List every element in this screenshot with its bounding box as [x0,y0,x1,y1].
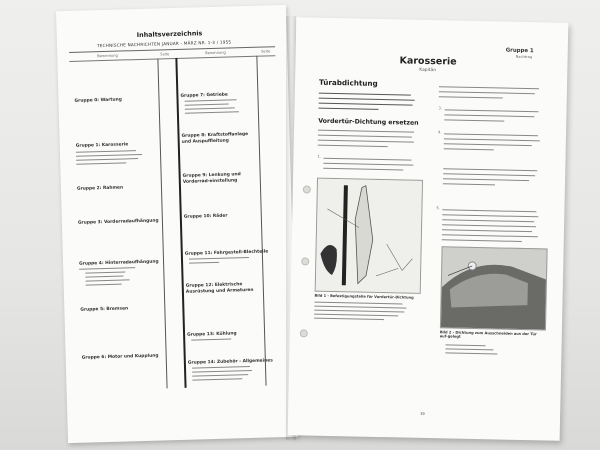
toc-text-line [192,374,248,376]
body-text-line [318,140,414,143]
toc-text-line [191,339,231,341]
toc-text-line [76,158,138,160]
legend-line [314,310,404,312]
toc-group-14: Gruppe 14: Zubehör - Allgemeines [187,358,273,366]
body-text-line [443,178,529,180]
toc-text-line [85,276,123,278]
body-text-line [442,224,536,227]
left-page-contents [56,5,298,443]
body-text-line [318,130,414,133]
body-text-line [319,103,413,106]
body-text-line [319,93,411,96]
body-text-line [444,114,534,116]
body-text-line [439,91,535,94]
figure-1-caption: Bild 1 - Befestigungsteile für Vordertür-Dichtung [314,293,414,300]
toc-group-8: Gruppe 8: Kraftstoffanlage und Auspuffleitung [181,131,249,145]
body-text-line [442,219,534,222]
toc-text-line [85,271,125,273]
toc-group-2: Gruppe 2: Rahmen [76,185,124,192]
column-divider-2 [175,58,186,388]
legend-line [314,302,402,304]
body-text-line [444,138,540,141]
body-text-line [443,173,535,176]
body-text-line [318,145,388,147]
section-turabdichtung: Türabdichtung [318,77,378,88]
toc-group-0: Gruppe 0: Wartung [74,97,122,104]
col-head-benennung-1: Benennung [97,53,118,59]
body-text-line [442,229,532,231]
toc-text-line [189,262,219,263]
col-head-seite-1: Seite [160,52,170,57]
toc-text-line [192,378,242,380]
body-text-line [442,214,538,217]
toc-text-line [192,370,252,372]
body-text-line [444,133,538,136]
toc-text-line [185,104,229,106]
toc-group-7: Gruppe 7: Getriebe [180,92,228,99]
legend-line [446,344,486,345]
punch-hole [300,329,308,337]
legend-line [445,348,493,350]
body-text-line [439,86,539,89]
right-page-karosserie [288,17,569,441]
toc-text-line [185,107,235,109]
column-divider-3 [256,56,266,386]
page-title: Karosserie [399,55,457,68]
body-text-line [442,209,536,212]
toc-text-line [185,111,239,113]
toc-text-line [185,99,237,101]
toc-text-line [79,267,135,269]
col-head-seite-2: Seite [261,49,271,54]
legend-line [445,352,497,354]
toc-group-6: Gruppe 6: Motor und Kupplung [81,353,159,361]
toc-text-line [189,257,249,259]
toc-group-9: Gruppe 9: Lenkung und Vorderrad-einstellung [182,172,241,185]
figure-1-photo [315,178,423,294]
toc-group-12: Gruppe 12: Elektrische Ausrüstung und Armaturen [185,282,254,295]
punch-hole [301,257,309,265]
toc-group-5: Gruppe 5: Bremsen [80,306,129,313]
body-text-line [443,168,537,171]
door-seal-diagram [316,179,422,293]
toc-text-line [76,162,126,164]
body-text-line [444,119,504,121]
list-number-5: 5. [436,206,440,211]
body-text-line [319,108,379,110]
toc-group-4: Gruppe 4: Hinterradaufhängung [79,259,159,267]
group-sublabel: Nachtrag [515,54,533,60]
legend-line [314,314,398,316]
body-text-line [444,148,494,150]
list-number-1: 1. [317,154,321,159]
punch-hole [303,185,311,193]
body-text-line [442,234,538,237]
col-head-benennung-2: Benennung [205,50,226,56]
contents-title: Inhaltsverzeichnis [136,29,203,40]
page-subtitle: Kapitän [419,67,437,74]
toc-group-13: Gruppe 13: Kühlung [187,331,237,338]
legend-line [314,306,406,309]
body-text-line [444,109,538,112]
body-text-line [444,143,532,145]
group-label: Gruppe 1 [505,47,534,55]
body-text-line [319,98,415,101]
toc-group-11: Gruppe 11: Fahrgestell-Blechteile [184,249,269,257]
section-vordertur: Vordertür-Dichtung ersetzen [318,117,419,127]
body-text-line [318,135,412,138]
figure-2-caption: Bild 2 - Dichtung zum Ausschneiden aus der Tür auf-gelegt [439,330,537,340]
toc-group-1: Gruppe 1: Karosserie [75,142,129,149]
toc-group-10: Gruppe 10: Räder [183,213,228,220]
toc-text-line [76,154,142,156]
body-text-line [442,239,522,241]
body-text-line [323,168,403,170]
toc-text-line [86,279,130,281]
toc-text-line [192,366,250,368]
body-text-line [439,96,503,98]
legend-line [314,318,384,320]
toc-text-line [76,150,136,152]
contents-subtitle: TECHNISCHE NACHRICHTEN JANUAR - MÄRZ NR. 1-3 / 1955 [96,39,232,49]
list-number-4: 4. [437,130,442,135]
page-number: 39 [420,411,425,416]
list-number-3: 3. [438,106,443,111]
body-text-line [443,183,495,185]
figure-2-photo [440,246,548,330]
body-text-line [323,158,411,160]
body-text-line [323,163,413,165]
car-door-photo [441,247,547,329]
toc-text-line [86,284,122,286]
toc-group-3: Gruppe 3: Vorderradaufhängung [77,218,159,226]
